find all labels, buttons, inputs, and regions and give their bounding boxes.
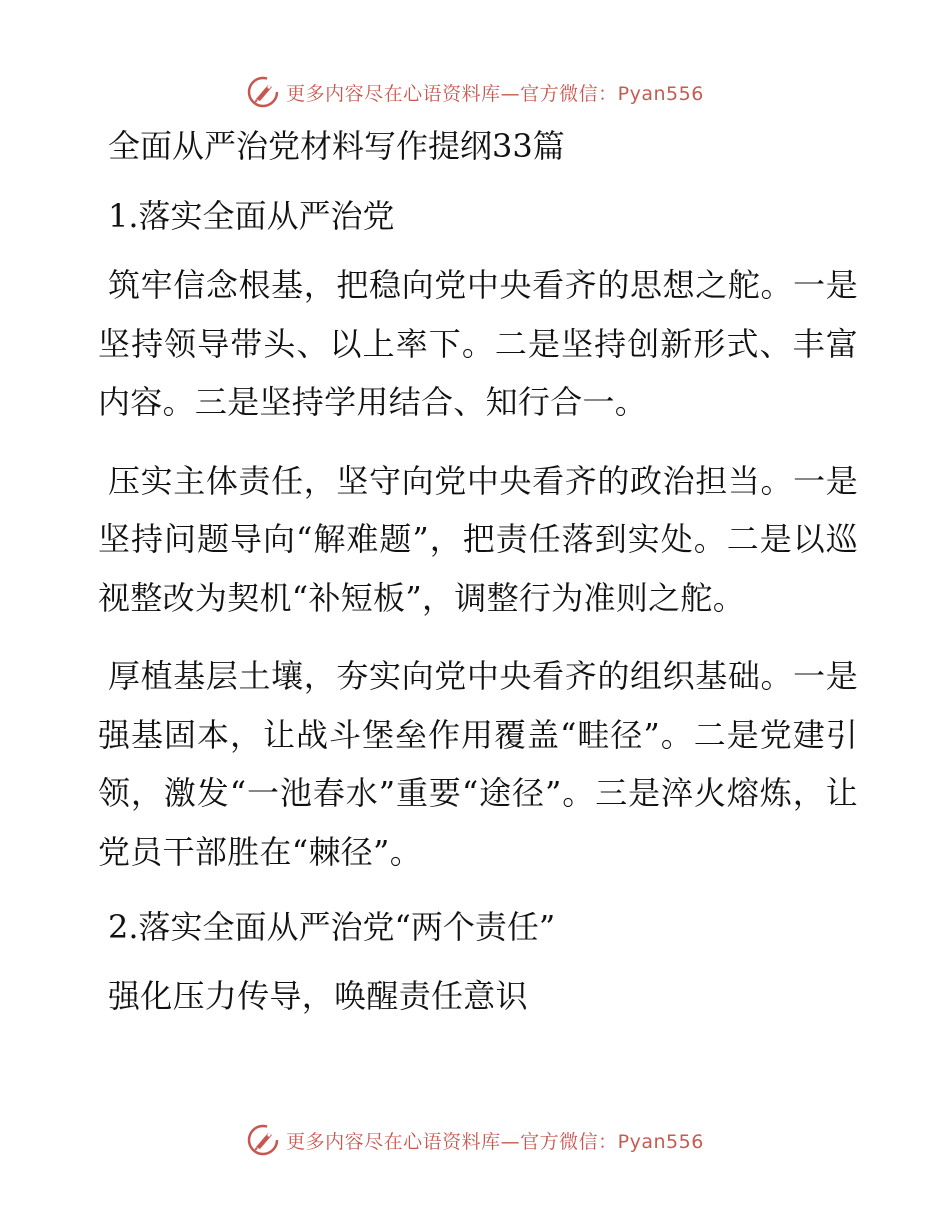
header-banner	[0, 72, 950, 112]
paragraph-2: 压实主体责任，坚守向党中央看齐的政治担当。一是坚持问题导向“解难题”，把责任落到实处。二是以巡视整改为契机“补短板”，调整行为准则之舵。	[98, 461, 858, 617]
header-banner-text	[286, 79, 704, 106]
paragraph-4: 强化压力传导，唤醒责任意识	[108, 977, 528, 1015]
section-heading-2: 2.落实全面从严治党“两个责任”	[108, 908, 556, 946]
footer-banner-text	[286, 1127, 704, 1154]
header-banner-label: 更多内容尽在心语资料库—官方微信：	[286, 82, 618, 105]
header-banner-wechat-id: Pyan556	[617, 82, 704, 105]
pen-nib-logo-icon	[246, 1123, 280, 1157]
paragraph-1: 筑牢信念根基，把稳向党中央看齐的思想之舵。一是坚持领导带头、以上率下。二是坚持创新形式、丰富内容。三是坚持学用结合、知行合一。	[98, 266, 858, 421]
footer-banner	[0, 1120, 950, 1160]
footer-banner-wechat-id: Pyan556	[617, 1130, 704, 1153]
section-heading-1: 1.落实全面从严治党	[108, 197, 395, 235]
pen-nib-logo-icon	[246, 75, 280, 109]
footer-banner-label: 更多内容尽在心语资料库—官方微信：	[286, 1130, 618, 1153]
paragraph-3: 厚植基层土壤，夯实向党中央看齐的组织基础。一是强基固本，让战斗堡垒作用覆盖“畦径”。二是党建引领，激发“一池春水”重要“途径”。三是淬火熔炼，让党员干部胜在“棘径”。	[98, 657, 858, 871]
document-title: 全面从严治党材料写作提纲33篇	[108, 127, 565, 165]
document-body	[98, 120, 858, 1046]
